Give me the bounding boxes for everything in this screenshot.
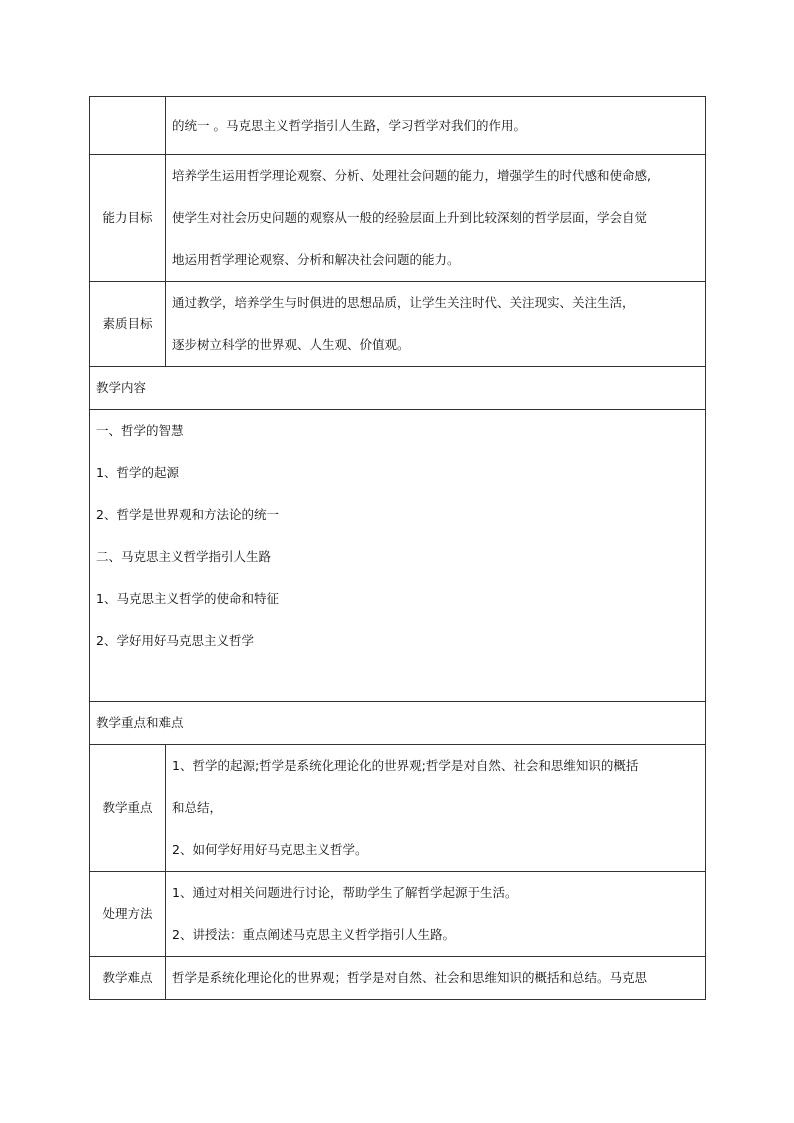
ability-goal-line-1: 培养学生运用哲学理论观察、分析、处理社会问题的能力，增强学生的时代感和使命感, [172, 168, 651, 183]
method-line-2: 2、讲授法：重点阐述马克思主义哲学指引人生路。 [172, 927, 455, 942]
ability-goal-label: 能力目标 [90, 155, 166, 282]
content-item: 一、哲学的智慧 [96, 423, 184, 438]
ability-goal-line-3: 地运用哲学理论观察、分析和解决社会问题的能力。 [172, 252, 460, 267]
content-item: 二、马克思主义哲学指引人生路 [96, 549, 272, 564]
row-method [90, 872, 706, 957]
row-content-body [90, 410, 706, 702]
empty-label-cell [90, 97, 166, 155]
content-body-cell [90, 410, 706, 702]
quality-goal-line-1: 通过教学，培养学生与时俱进的思想品质，让学生关注时代、关注现实、关注生活， [172, 295, 635, 310]
row-quality-goal [90, 282, 706, 367]
content-header: 教学内容 [90, 367, 706, 410]
content-item: 2、哲学是世界观和方法论的统一 [96, 507, 279, 522]
row-difficulty [90, 957, 706, 1000]
ability-goal-line-2: 使学生对社会历史问题的观察从一般的经验层面上升到比较深刻的哲学层面，学会自觉 [172, 210, 648, 225]
difficulty-label: 教学难点 [90, 957, 166, 1000]
content-item: 2、学好用好马克思主义哲学 [96, 633, 254, 648]
continuation-cell [166, 97, 706, 155]
lesson-plan-table [89, 96, 706, 1000]
row-continuation [90, 97, 706, 155]
keypoints-header: 教学重点和难点 [90, 702, 706, 745]
quality-goal-label: 素质目标 [90, 282, 166, 367]
content-item: 1、哲学的起源 [96, 465, 179, 480]
method-cell [166, 872, 706, 957]
content-item: 1、马克思主义哲学的使命和特征 [96, 591, 279, 606]
row-ability-goal [90, 155, 706, 282]
keypoints-line-2: 和总结， [172, 800, 223, 815]
keypoints-label: 教学重点 [90, 745, 166, 872]
row-keypoints [90, 745, 706, 872]
keypoints-line-3: 2、如何学好用好马克思主义哲学。 [172, 842, 368, 857]
continuation-text: 的统一 。马克思主义哲学指引人生路，学习哲学对我们的作用。 [172, 117, 526, 133]
quality-goal-line-2: 逐步树立科学的世界观、人生观、价值观。 [172, 337, 410, 352]
row-content-header [90, 367, 706, 410]
quality-goal-cell [166, 282, 706, 367]
keypoints-line-1: 1、哲学的起源;哲学是系统化理论化的世界观;哲学是对自然、社会和思维知识的概括 [172, 758, 639, 773]
difficulty-cell [166, 957, 706, 1000]
difficulty-text: 哲学是系统化理论化的世界观；哲学是对自然、社会和思维知识的概括和总结。马克思 [172, 970, 648, 985]
method-label: 处理方法 [90, 872, 166, 957]
method-line-1: 1、通过对相关问题进行讨论，帮助学生了解哲学起源于生活。 [172, 885, 518, 900]
keypoints-cell [166, 745, 706, 872]
ability-goal-cell [166, 155, 706, 282]
row-keypoints-header [90, 702, 706, 745]
